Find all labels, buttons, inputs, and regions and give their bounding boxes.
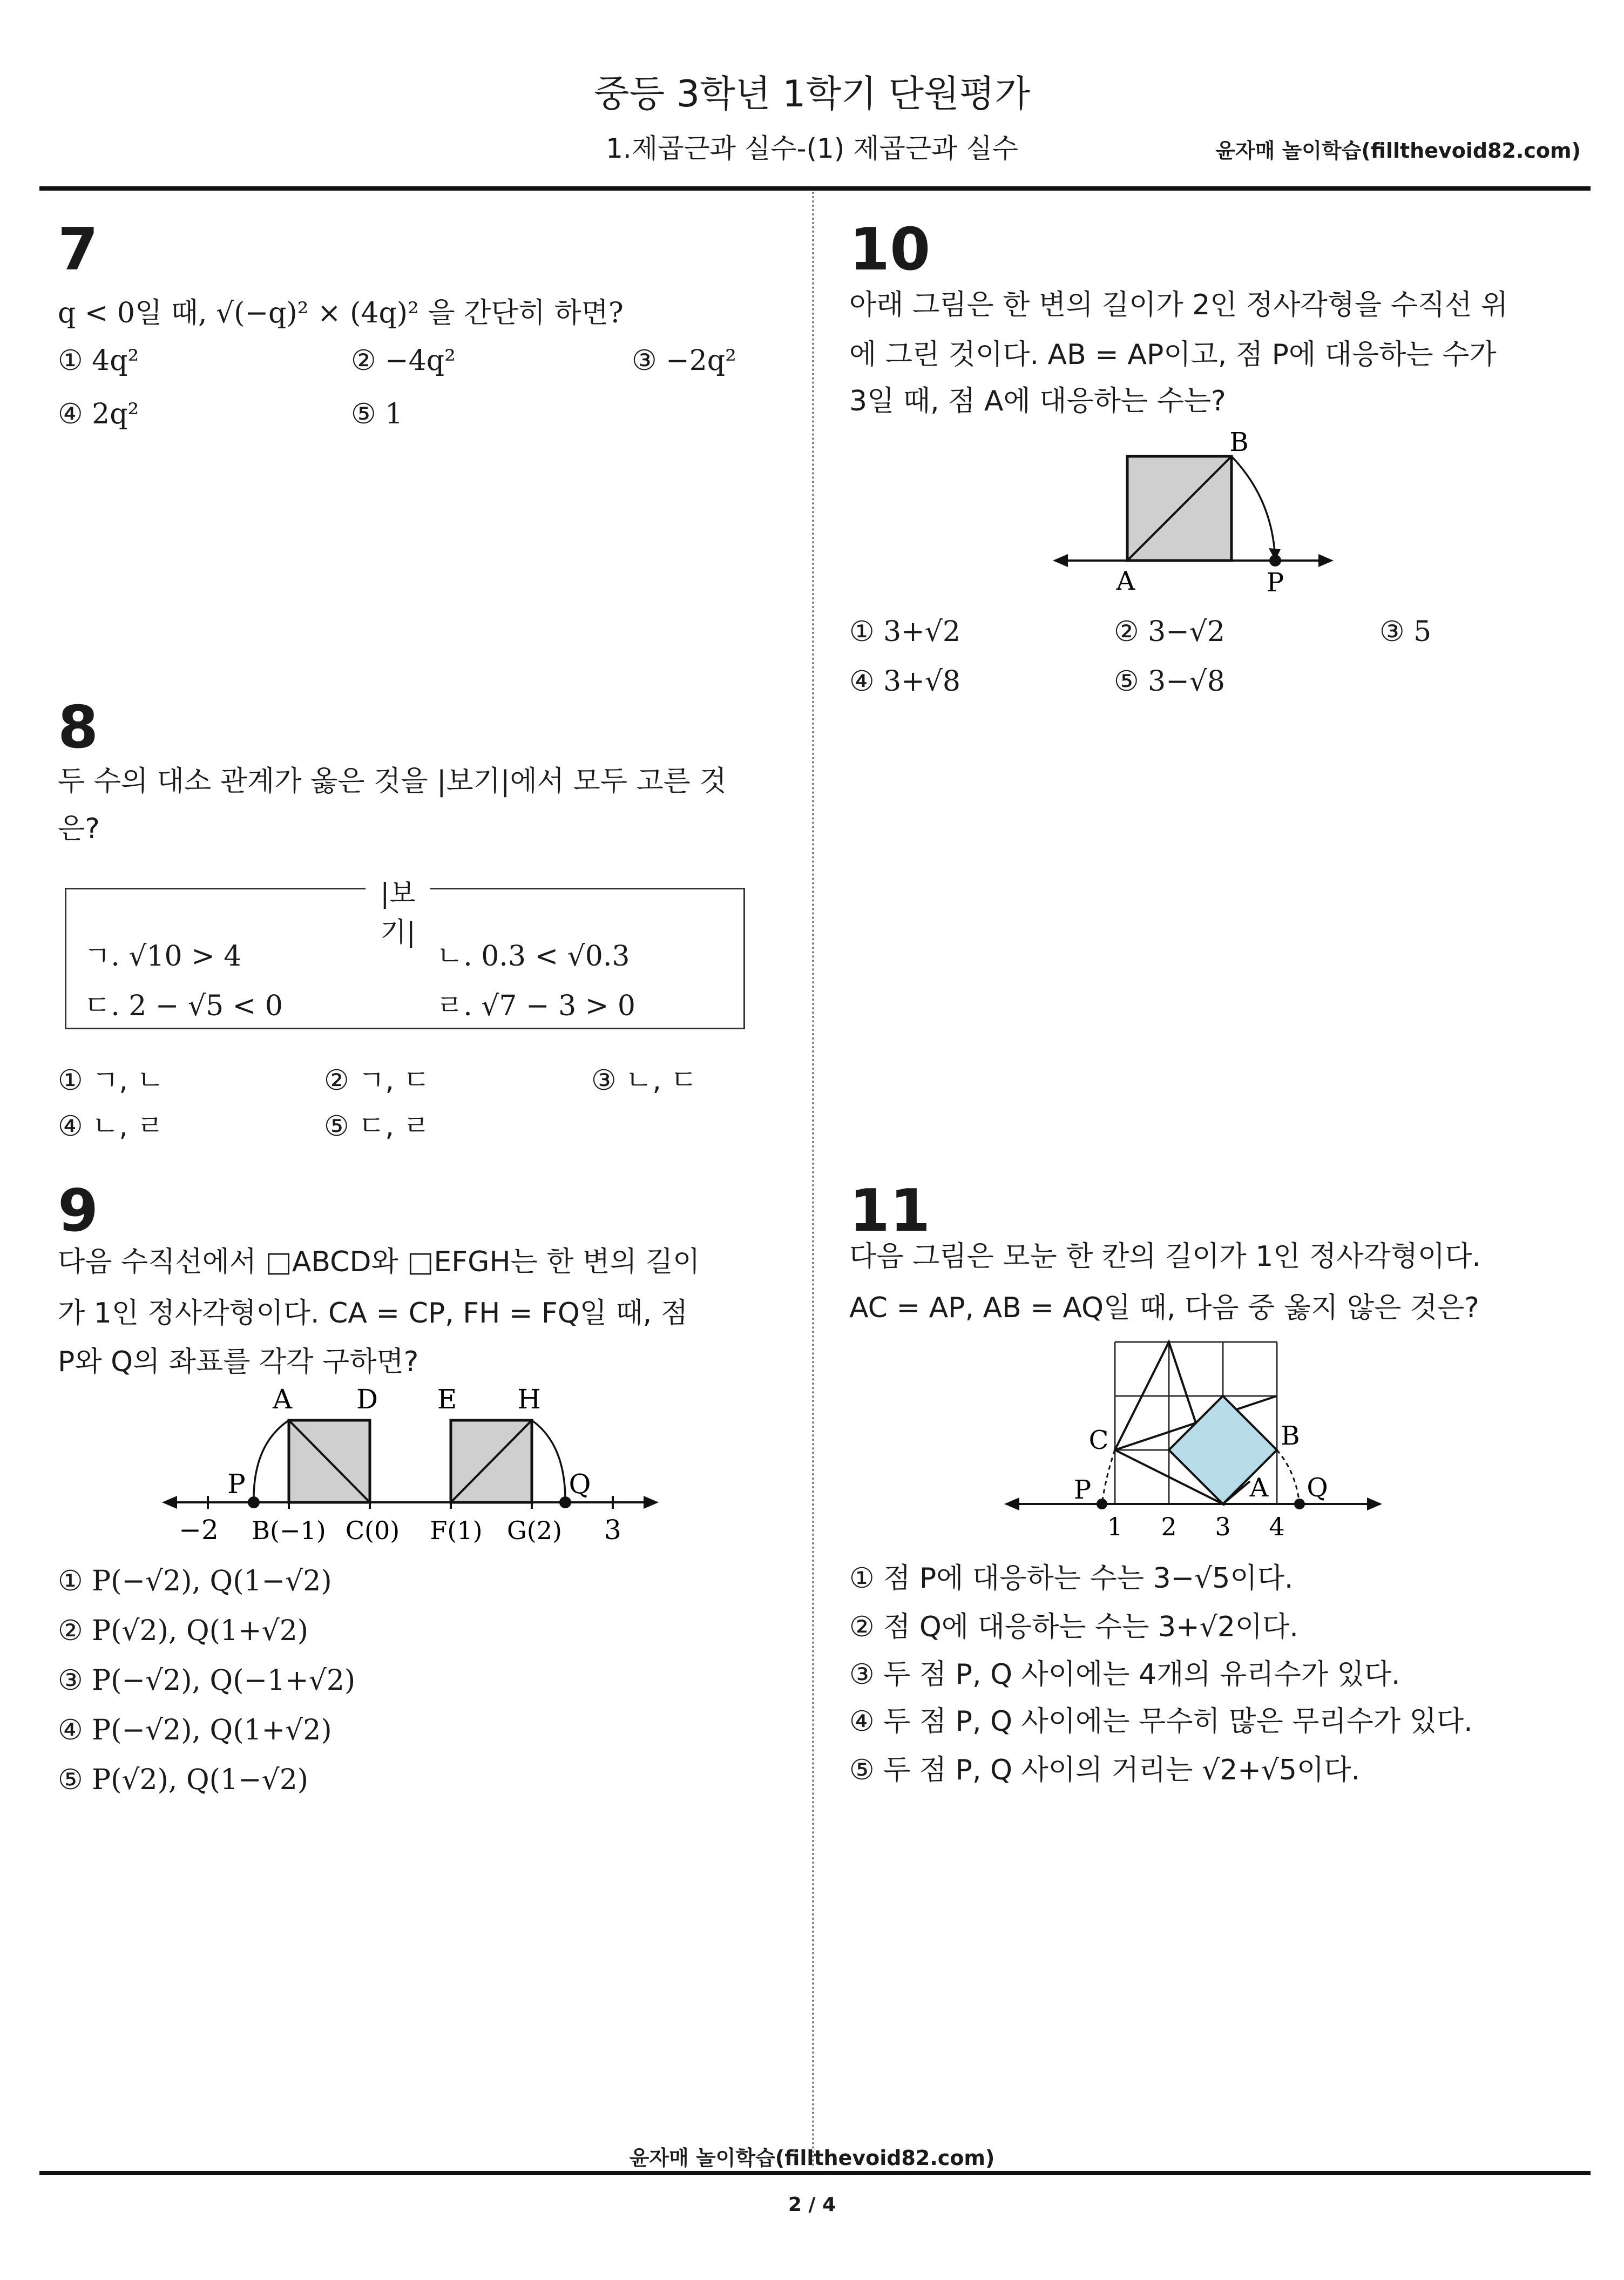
- q9-option-4: ④ P(−√2), Q(1+√2): [58, 1714, 332, 1746]
- q9-axis-arrow-left: [162, 1496, 177, 1509]
- q7-option-2: ② −4q²: [351, 345, 456, 377]
- q10-option-4: ④ 3+√8: [849, 665, 961, 698]
- footer-rule: [39, 2171, 1591, 2175]
- q11-label-q: Q: [1307, 1473, 1328, 1503]
- q7-option-1: ① 4q²: [58, 345, 139, 377]
- q8-text-line1: 두 수의 대소 관계가 옳은 것을 |보기|에서 모두 고른 것: [58, 765, 727, 798]
- q9-point-p: [248, 1496, 260, 1508]
- q11-point-p: [1097, 1499, 1107, 1509]
- q9-text-line3: P와 Q의 좌표를 각각 구하면?: [58, 1346, 419, 1378]
- q7-text: q < 0일 때, √(−q)² × (4q)² 을 간단히 하면?: [58, 297, 624, 329]
- q9-axis-arrow-right: [644, 1496, 659, 1509]
- q9-option-5: ⑤ P(√2), Q(1−√2): [58, 1764, 309, 1796]
- q10-label-b: B: [1229, 429, 1249, 457]
- q9-tick-label-3: 3: [604, 1514, 621, 1546]
- column-divider: [812, 192, 814, 2168]
- q9-option-3: ③ P(−√2), Q(−1+√2): [58, 1664, 356, 1697]
- q9-tick-label-f: F(1): [430, 1516, 483, 1545]
- q10-option-2: ② 3−√2: [1114, 616, 1226, 648]
- bogi-item-1: ㄱ. √10 > 4: [84, 940, 242, 973]
- q9-option-2: ② P(√2), Q(1+√2): [58, 1615, 309, 1647]
- q11-text-line2: AC = AP, AB = AQ일 때, 다음 중 옳지 않은 것은?: [849, 1292, 1479, 1324]
- q9-label-p: P: [227, 1468, 246, 1500]
- q10-number: 10: [849, 216, 931, 284]
- q7-option-5: ⑤ 1: [351, 398, 403, 430]
- q9-label-d: D: [356, 1384, 378, 1415]
- q9-label-e: E: [437, 1384, 457, 1415]
- q11-number: 11: [849, 1177, 931, 1245]
- q8-option-1: ① ㄱ, ㄴ: [58, 1064, 164, 1097]
- q9-text-line1: 다음 수직선에서 □ABCD와 □EFGH는 한 변의 길이: [58, 1246, 700, 1278]
- q10-point-p: [1269, 555, 1281, 566]
- q11-arc-to-p: [1102, 1450, 1115, 1504]
- page-number: 2 / 4: [788, 2194, 836, 2216]
- q9-number: 9: [58, 1177, 99, 1245]
- q11-label-c: C: [1088, 1425, 1109, 1455]
- q11-tick-label-4: 4: [1269, 1512, 1285, 1541]
- q9-number-line-figure: [151, 1382, 664, 1555]
- q11-figure: [999, 1331, 1388, 1542]
- footer-site: 윤자매 놀이학습(fillthevoid82.com): [629, 2146, 995, 2170]
- bogi-item-3: ㄷ. 2 − √5 < 0: [84, 990, 283, 1022]
- q10-label-p: P: [1266, 568, 1284, 597]
- q11-axis-arrow-left: [1004, 1497, 1019, 1510]
- q8-option-5: ⑤ ㄷ, ㄹ: [324, 1110, 430, 1143]
- q8-option-3: ③ ㄴ, ㄷ: [591, 1064, 698, 1097]
- q8-number: 8: [58, 694, 99, 761]
- q8-option-4: ④ ㄴ, ㄹ: [58, 1110, 164, 1143]
- q8-text-line2: 은?: [58, 813, 100, 845]
- header-site: 윤자매 놀이학습(fillthevoid82.com): [1215, 139, 1581, 163]
- q9-tick-label-g: G(2): [507, 1516, 562, 1545]
- q7-number: 7: [58, 216, 99, 284]
- bogi-label: |보기|: [366, 872, 430, 949]
- page-subtitle: 1.제곱근과 실수-(1) 제곱근과 실수: [606, 133, 1018, 164]
- q11-option-4: ④ 두 점 P, Q 사이에는 무수히 많은 무리수가 있다.: [849, 1705, 1473, 1738]
- q9-arc-to-p: [254, 1420, 289, 1502]
- q11-option-5: ⑤ 두 점 P, Q 사이의 거리는 √2+√5이다.: [849, 1754, 1360, 1786]
- q11-label-b: B: [1281, 1421, 1300, 1451]
- q10-text-line3: 3일 때, 점 A에 대응하는 수는?: [849, 385, 1226, 417]
- q8-option-2: ② ㄱ, ㄷ: [324, 1064, 430, 1097]
- bogi-item-4: ㄹ. √7 − 3 > 0: [436, 990, 635, 1022]
- q7-option-4: ④ 2q²: [58, 398, 139, 430]
- q10-arc-to-p: [1231, 456, 1275, 561]
- q7-option-3: ③ −2q²: [632, 345, 736, 377]
- q10-option-5: ⑤ 3−√8: [1114, 665, 1226, 698]
- q11-label-p: P: [1073, 1475, 1092, 1505]
- q10-axis-arrow-right: [1318, 554, 1334, 567]
- q9-tick-label-b: B(−1): [252, 1516, 326, 1545]
- q10-label-a: A: [1116, 566, 1135, 596]
- q10-option-1: ① 3+√2: [849, 616, 961, 648]
- q10-axis-arrow-left: [1053, 554, 1068, 567]
- q10-figure: [1047, 429, 1339, 597]
- q11-point-q: [1294, 1499, 1305, 1509]
- q11-label-a: A: [1249, 1473, 1269, 1503]
- q11-tick-label-3: 3: [1215, 1512, 1231, 1541]
- q11-tick-label-2: 2: [1161, 1512, 1177, 1541]
- q11-option-3: ③ 두 점 P, Q 사이에는 4개의 유리수가 있다.: [849, 1658, 1400, 1691]
- q11-axis-arrow-right: [1367, 1497, 1382, 1510]
- q11-arc-to-q: [1277, 1450, 1300, 1504]
- q11-option-1: ① 점 P에 대응하는 수는 3−√5이다.: [849, 1562, 1294, 1595]
- header-rule: [39, 186, 1591, 191]
- q9-text-line2: 가 1인 정사각형이다. CA = CP, FH = FQ일 때, 점: [58, 1297, 688, 1330]
- q11-option-2: ② 점 Q에 대응하는 수는 3+√2이다.: [849, 1611, 1298, 1643]
- q9-label-q: Q: [569, 1468, 591, 1500]
- q11-tick-label-1: 1: [1107, 1512, 1123, 1541]
- q9-label-a: A: [272, 1384, 293, 1415]
- q9-tick-label-c: C(0): [345, 1516, 400, 1545]
- q10-option-3: ③ 5: [1379, 616, 1432, 648]
- bogi-item-2: ㄴ. 0.3 < √0.3: [436, 940, 630, 973]
- q10-text-line1: 아래 그림은 한 변의 길이가 2인 정사각형을 수직선 위: [849, 289, 1508, 321]
- page-title: 중등 3학년 1학기 단원평가: [593, 73, 1031, 116]
- q9-option-1: ① P(−√2), Q(1−√2): [58, 1565, 332, 1597]
- q10-text-line2: 에 그린 것이다. AB = AP이고, 점 P에 대응하는 수가: [849, 339, 1497, 371]
- q9-label-h: H: [517, 1384, 541, 1415]
- q9-arc-to-q: [532, 1420, 565, 1502]
- q9-tick-label-m2: −2: [179, 1514, 219, 1546]
- q11-text-line1: 다음 그림은 모눈 한 칸의 길이가 1인 정사각형이다.: [849, 1240, 1481, 1273]
